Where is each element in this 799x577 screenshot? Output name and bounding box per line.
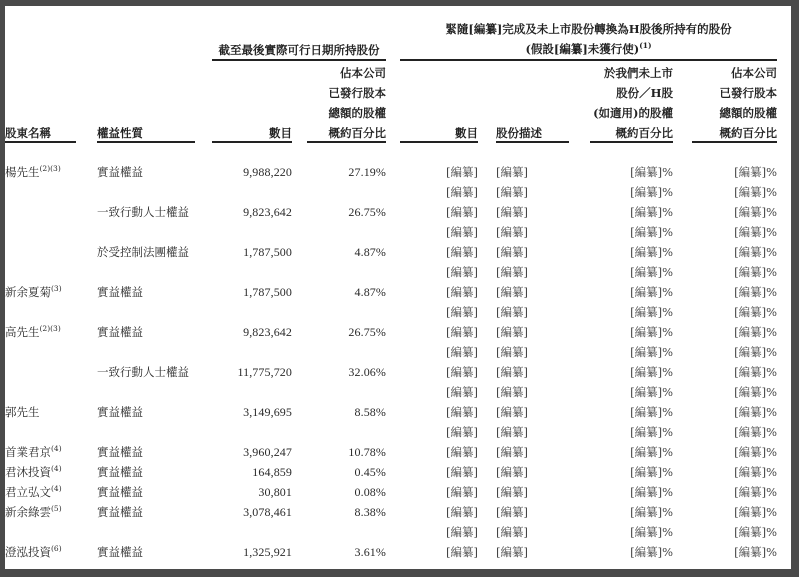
interest-nature: 實益權益 — [97, 445, 143, 459]
name-text: 郭先生 — [5, 405, 40, 419]
pct1-header-line2: 已發行股本 — [328, 86, 386, 100]
redacted-percent-total: [編纂]% — [734, 365, 777, 379]
group2-title-footnote: (1) — [639, 41, 652, 50]
redacted-percent-unlisted-h: [編纂]% — [630, 505, 673, 519]
pct1-header-line1: 佔本公司 — [340, 66, 386, 80]
redacted-share-description: [編纂] — [496, 345, 528, 359]
redacted-percent-unlisted-h: [編纂]% — [630, 165, 673, 179]
col-header-nature: 權益性質 — [97, 126, 143, 140]
redacted-share-description: [編纂] — [496, 305, 528, 319]
rule-name — [5, 141, 76, 143]
share-percent: 0.08% — [354, 485, 386, 499]
interest-nature: 一致行動人士權益 — [97, 365, 189, 379]
redacted-percent-unlisted-h: [編纂]% — [630, 385, 673, 399]
redacted-percent-unlisted-h: [編纂]% — [630, 205, 673, 219]
share-percent: 4.87% — [354, 285, 386, 299]
col-header-count2: 數目 — [455, 126, 478, 140]
redacted-share-description: [編纂] — [496, 245, 528, 259]
redacted-share-description: [編纂] — [496, 205, 528, 219]
share-count: 30,801 — [258, 485, 292, 499]
shareholder-name — [5, 405, 40, 419]
redacted-percent-unlisted-h: [編纂]% — [630, 445, 673, 459]
rule-count1 — [212, 141, 292, 143]
name-text: 澄泓投資 — [5, 545, 51, 559]
redacted-share-count: [編纂] — [446, 385, 478, 399]
shareholder-name — [5, 325, 61, 339]
redacted-share-description: [編纂] — [496, 285, 528, 299]
redacted-percent-total: [編纂]% — [734, 465, 777, 479]
redacted-share-description: [編纂] — [496, 325, 528, 339]
redacted-share-count: [編纂] — [446, 465, 478, 479]
rule-count2 — [400, 141, 478, 143]
redacted-share-description: [編纂] — [496, 165, 528, 179]
redacted-share-count: [編纂] — [446, 545, 478, 559]
share-percent: 27.19% — [348, 165, 386, 179]
share-count: 1,787,500 — [243, 245, 292, 259]
share-percent: 4.87% — [354, 245, 386, 259]
name-text: 君沐投資 — [5, 465, 51, 479]
redacted-share-count: [編纂] — [446, 345, 478, 359]
redacted-share-description: [編纂] — [496, 445, 528, 459]
redacted-share-description: [編纂] — [496, 525, 528, 539]
share-count: 3,078,461 — [243, 505, 292, 519]
redacted-percent-unlisted-h: [編纂]% — [630, 245, 673, 259]
name-text: 新余綠雲 — [5, 505, 51, 519]
interest-nature: 實益權益 — [97, 465, 143, 479]
redacted-share-count: [編纂] — [446, 425, 478, 439]
redacted-percent-total: [編纂]% — [734, 265, 777, 279]
redacted-share-count: [編纂] — [446, 185, 478, 199]
shareholder-name — [5, 545, 62, 559]
shareholder-name — [5, 505, 62, 519]
rule-desc — [496, 141, 569, 143]
pct-total-header-line1: 佔本公司 — [731, 66, 777, 80]
redacted-share-description: [編纂] — [496, 505, 528, 519]
footnote-ref: (4) — [51, 444, 62, 453]
col-header-name: 股東名稱 — [5, 126, 51, 140]
redacted-share-description: [編纂] — [496, 545, 528, 559]
redacted-percent-total: [編纂]% — [734, 285, 777, 299]
redacted-percent-total: [編纂]% — [734, 325, 777, 339]
rule-pct-total — [692, 141, 777, 143]
share-percent: 8.38% — [354, 505, 386, 519]
rule-nature — [97, 141, 195, 143]
share-percent: 0.45% — [354, 465, 386, 479]
name-text: 高先生 — [5, 325, 40, 339]
group2-title-line2 — [400, 42, 777, 56]
redacted-share-count: [編纂] — [446, 405, 478, 419]
redacted-share-count: [編纂] — [446, 505, 478, 519]
share-percent: 26.75% — [348, 205, 386, 219]
footnote-ref: (2)(3) — [39, 164, 61, 173]
share-count: 1,325,921 — [243, 545, 292, 559]
pct1-header-line3: 總額的股權 — [328, 106, 386, 120]
pct-h-header-line1: 於我們未上市 — [604, 66, 673, 80]
share-count: 9,823,642 — [243, 205, 292, 219]
interest-nature: 實益權益 — [97, 485, 143, 499]
redacted-share-description: [編纂] — [496, 465, 528, 479]
footnote-ref: (4) — [51, 464, 62, 473]
shareholding-table-page — [5, 6, 791, 569]
shareholder-name — [5, 445, 62, 459]
redacted-percent-total: [編纂]% — [734, 405, 777, 419]
redacted-percent-unlisted-h: [編纂]% — [630, 185, 673, 199]
redacted-percent-unlisted-h: [編纂]% — [630, 365, 673, 379]
redacted-share-count: [編纂] — [446, 305, 478, 319]
share-percent: 26.75% — [348, 325, 386, 339]
shareholder-name — [5, 485, 62, 499]
footnote-ref: (4) — [51, 484, 62, 493]
redacted-percent-total: [編纂]% — [734, 425, 777, 439]
col-header-count1: 數目 — [269, 126, 292, 140]
name-text: 君立弘文 — [5, 485, 51, 499]
redacted-percent-unlisted-h: [編纂]% — [630, 465, 673, 479]
redacted-share-count: [編纂] — [446, 325, 478, 339]
share-count: 164,859 — [252, 465, 292, 479]
redacted-share-count: [編纂] — [446, 525, 478, 539]
share-count: 1,787,500 — [243, 285, 292, 299]
shareholder-name — [5, 285, 62, 299]
redacted-percent-unlisted-h: [編纂]% — [630, 265, 673, 279]
redacted-percent-total: [編纂]% — [734, 225, 777, 239]
pct-total-header-line3: 總額的股權 — [719, 106, 777, 120]
interest-nature: 實益權益 — [97, 165, 143, 179]
pct-total-header-line2: 已發行股本 — [719, 86, 777, 100]
redacted-percent-total: [編纂]% — [734, 505, 777, 519]
share-percent: 10.78% — [348, 445, 386, 459]
redacted-percent-unlisted-h: [編纂]% — [630, 405, 673, 419]
interest-nature: 於受控制法團權益 — [97, 245, 189, 259]
redacted-percent-total: [編纂]% — [734, 485, 777, 499]
redacted-share-description: [編纂] — [496, 405, 528, 419]
group2-title-line1: 緊隨[編纂]完成及未上市股份轉換為H股後所持有的股份 — [445, 22, 732, 36]
rule-pct-h — [590, 141, 673, 143]
pct-h-header-line3: (如適用)的股權 — [593, 106, 673, 120]
group2-rule — [400, 59, 777, 61]
redacted-share-count: [編纂] — [446, 225, 478, 239]
interest-nature: 實益權益 — [97, 545, 143, 559]
interest-nature: 實益權益 — [97, 285, 143, 299]
redacted-share-description: [編纂] — [496, 385, 528, 399]
share-count: 9,823,642 — [243, 325, 292, 339]
interest-nature: 實益權益 — [97, 405, 143, 419]
redacted-percent-total: [編纂]% — [734, 385, 777, 399]
footnote-ref: (6) — [51, 544, 62, 553]
rule-pct1 — [307, 141, 386, 143]
redacted-percent-unlisted-h: [編纂]% — [630, 485, 673, 499]
interest-nature: 實益權益 — [97, 505, 143, 519]
group2-title-text: (假設[編纂]未獲行使) — [525, 42, 640, 56]
redacted-percent-unlisted-h: [編纂]% — [630, 345, 673, 359]
redacted-share-description: [編纂] — [496, 365, 528, 379]
redacted-percent-total: [編纂]% — [734, 205, 777, 219]
redacted-percent-total: [編纂]% — [734, 545, 777, 559]
name-text: 新余夏菊 — [5, 285, 51, 299]
redacted-share-count: [編纂] — [446, 205, 478, 219]
redacted-percent-total: [編纂]% — [734, 185, 777, 199]
redacted-percent-total: [編纂]% — [734, 305, 777, 319]
name-text: 首業君京 — [5, 445, 51, 459]
redacted-percent-total: [編纂]% — [734, 445, 777, 459]
group1-title: 截至最後實際可行日期所持股份 — [218, 43, 380, 57]
redacted-share-count: [編纂] — [446, 165, 478, 179]
group1-rule — [212, 59, 386, 61]
share-percent: 3.61% — [354, 545, 386, 559]
share-count: 3,149,695 — [243, 405, 292, 419]
redacted-percent-unlisted-h: [編纂]% — [630, 285, 673, 299]
redacted-share-count: [編纂] — [446, 285, 478, 299]
redacted-percent-unlisted-h: [編纂]% — [630, 305, 673, 319]
redacted-share-count: [編纂] — [446, 245, 478, 259]
footnote-ref: (2)(3) — [39, 324, 61, 333]
interest-nature: 一致行動人士權益 — [97, 205, 189, 219]
pct-total-header-line4: 概約百分比 — [719, 126, 777, 140]
redacted-share-description: [編纂] — [496, 225, 528, 239]
redacted-percent-unlisted-h: [編纂]% — [630, 545, 673, 559]
footnote-ref: (3) — [51, 284, 62, 293]
col-header-desc: 股份描述 — [496, 126, 542, 140]
pct1-header-line4: 概約百分比 — [328, 126, 386, 140]
redacted-percent-unlisted-h: [編纂]% — [630, 525, 673, 539]
redacted-percent-total: [編纂]% — [734, 525, 777, 539]
interest-nature: 實益權益 — [97, 325, 143, 339]
redacted-share-count: [編纂] — [446, 445, 478, 459]
redacted-share-description: [編纂] — [496, 425, 528, 439]
redacted-share-description: [編纂] — [496, 265, 528, 279]
share-percent: 8.58% — [354, 405, 386, 419]
redacted-share-description: [編纂] — [496, 485, 528, 499]
share-count: 9,988,220 — [243, 165, 292, 179]
share-percent: 32.06% — [348, 365, 386, 379]
name-text: 楊先生 — [5, 165, 40, 179]
redacted-share-description: [編纂] — [496, 185, 528, 199]
redacted-share-count: [編纂] — [446, 265, 478, 279]
shareholder-name — [5, 165, 61, 179]
redacted-percent-unlisted-h: [編纂]% — [630, 325, 673, 339]
pct-h-header-line2: 股份／H股 — [616, 86, 673, 100]
redacted-percent-total: [編纂]% — [734, 245, 777, 259]
pct-h-header-line4: 概約百分比 — [615, 126, 673, 140]
shareholder-name — [5, 465, 62, 479]
redacted-percent-unlisted-h: [編纂]% — [630, 425, 673, 439]
redacted-share-count: [編纂] — [446, 485, 478, 499]
footnote-ref: (5) — [51, 504, 62, 513]
redacted-percent-unlisted-h: [編纂]% — [630, 225, 673, 239]
redacted-percent-total: [編纂]% — [734, 345, 777, 359]
share-count: 3,960,247 — [243, 445, 292, 459]
redacted-percent-total: [編纂]% — [734, 165, 777, 179]
redacted-share-count: [編纂] — [446, 365, 478, 379]
share-count: 11,775,720 — [237, 365, 292, 379]
